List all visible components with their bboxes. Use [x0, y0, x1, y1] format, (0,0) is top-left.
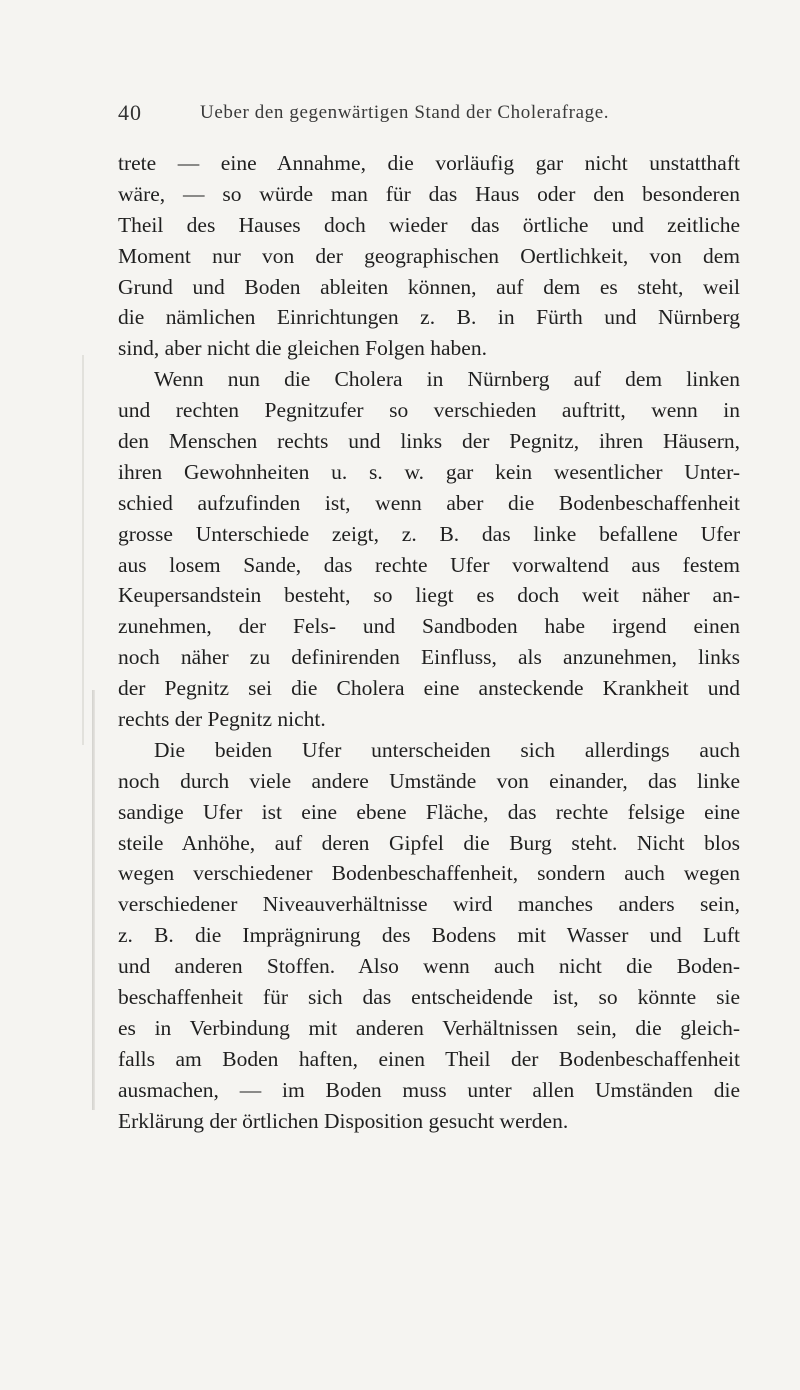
running-head: Ueber den gegenwärtigen Stand der Cholerafrage.: [200, 102, 610, 123]
text-line: Moment nur von der geographischen Oertlichkeit, von dem: [118, 243, 740, 268]
page-shadow: [82, 355, 84, 745]
text-line: falls am Boden haften, einen Theil der Bodenbeschaffenheit: [118, 1046, 740, 1071]
text-line: schied aufzufinden ist, wenn aber die Bodenbeschaffenheit: [118, 490, 740, 515]
text-line: der Pegnitz sei die Cholera eine ansteckende Krankheit und: [118, 676, 740, 701]
text-line: ihren Gewohnheiten u. s. w. gar kein wesentlicher Unter-: [118, 459, 740, 484]
page-shadow: [92, 690, 95, 1110]
paragraph: [118, 364, 740, 735]
text-line: Die beiden Ufer unterscheiden sich allerdings auch: [154, 737, 740, 762]
text-line: grosse Unterschiede zeigt, z. B. das linke befallene Ufer: [118, 521, 740, 546]
body-text: [118, 148, 740, 1137]
text-line: steile Anhöhe, auf deren Gipfel die Burg steht. Nicht blos: [118, 830, 740, 855]
text-line: die nämlichen Einrichtungen z. B. in Fürth und Nürnberg: [118, 305, 740, 330]
text-line: Erklärung der örtlichen Disposition gesucht werden.: [118, 1108, 569, 1133]
text-line: Wenn nun die Cholera in Nürnberg auf dem linken: [154, 367, 740, 392]
text-line: zunehmen, der Fels- und Sandboden habe irgend einen: [118, 614, 740, 639]
text-line: und anderen Stoffen. Also wenn auch nicht die Boden-: [118, 954, 740, 979]
text-line: ausmachen, — im Boden muss unter allen Umständen die: [118, 1077, 740, 1102]
paragraph: [118, 148, 740, 364]
text-line: trete — eine Annahme, die vorläufig gar nicht unstatthaft: [118, 151, 740, 175]
text-line: wegen verschiedener Bodenbeschaffenheit, sondern auch wegen: [118, 861, 740, 886]
text-line: und rechten Pegnitzufer so verschieden auftritt, wenn in: [118, 398, 740, 423]
text-line: Grund und Boden ableiten können, auf dem es steht, weil: [118, 274, 740, 299]
text-line: rechts der Pegnitz nicht.: [118, 707, 326, 732]
text-line: noch näher zu definirenden Einfluss, als anzunehmen, links: [118, 645, 740, 670]
text-line: den Menschen rechts und links der Pegnitz, ihren Häusern,: [118, 429, 740, 454]
text-line: sandige Ufer ist eine ebene Fläche, das rechte felsige eine: [118, 799, 740, 824]
text-line: es in Verbindung mit anderen Verhältnissen sein, die gleich-: [118, 1015, 740, 1040]
text-line: z. B. die Imprägnirung des Bodens mit Wasser und Luft: [118, 923, 740, 948]
text-line: beschaffenheit für sich das entscheidende ist, so könnte sie: [118, 985, 740, 1010]
text-line: aus losem Sande, das rechte Ufer vorwaltend aus festem: [118, 552, 740, 577]
text-line: noch durch viele andere Umstände von einander, das linke: [118, 768, 740, 793]
page-number: 40: [118, 100, 142, 125]
page-header: [118, 100, 758, 130]
text-line: Keupersandstein besteht, so liegt es doch weit näher an-: [118, 583, 740, 608]
text-line: verschiedener Niveauverhältnisse wird manches anders sein,: [118, 892, 740, 917]
paragraph: [118, 735, 740, 1137]
text-line: Theil des Hauses doch wieder das örtliche und zeitliche: [118, 212, 740, 237]
text-line: wäre, — so würde man für das Haus oder den besonderen: [118, 181, 740, 206]
text-line: sind, aber nicht die gleichen Folgen haben.: [118, 336, 487, 361]
